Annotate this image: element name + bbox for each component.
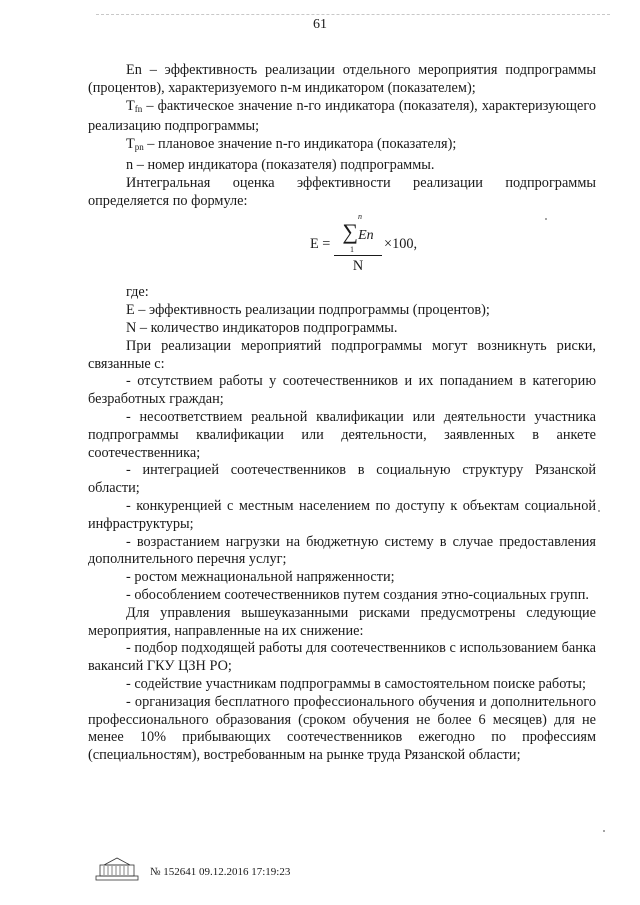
measure-item-training: - организация бесплатного профессионального обучения и дополнительного профессионального образования (сроком обучения не более 6 месяцев) для не менее 10% прибывающих соотечественников ежегодно по профессиям (специальностям), востребованным на рынке труда Рязанской области; <box>88 693 596 764</box>
risk-item-competition: - конкуренцией с местным населением по доступу к объектам социальной инфраструктуры; <box>88 497 596 532</box>
paragraph-tfn-definition <box>88 98 596 137</box>
document-footer <box>92 856 432 886</box>
building-stamp-icon <box>92 856 142 882</box>
tpn-text: – плановое значение n-го индикатора (показателя); <box>143 136 457 153</box>
paragraph-tpn-definition <box>88 136 596 157</box>
formula-fraction <box>334 212 382 276</box>
scan-speck <box>545 218 547 220</box>
scan-speck <box>603 830 605 832</box>
paragraph-n-definition: n – номер индикатора (показателя) подпрограммы. <box>126 156 435 173</box>
tpn-subscript: pn <box>134 142 144 153</box>
tpn-symbol: T <box>126 136 135 153</box>
risk-item-qualification: - несоответствием реальной квалификации или деятельности участника подпрограммы квалификации или деятельности, заявленных в анкете соотечественника; <box>88 408 596 461</box>
scan-speck <box>598 510 600 512</box>
paragraph-integral-assessment: Интегральная оценка эффективности реализации подпрограммы определяется по формуле: <box>88 174 596 209</box>
paragraph-where: где: <box>126 284 149 301</box>
paragraph-en-definition: En – эффективность реализации отдельного мероприятия подпрограммы (процентов), характеризуемого n-м индикатором (показателем); <box>88 62 596 96</box>
paragraph-risks-intro: При реализации мероприятий подпрограммы могут возникнуть риски, связанные с: <box>88 337 596 372</box>
formula-numerator-term: En <box>358 228 374 244</box>
measure-item-job-search: - содействие участникам подпрограммы в самостоятельном поиске работы; <box>126 675 586 692</box>
document-body <box>88 62 596 765</box>
risk-item-tension: - ростом межнациональной напряженности; <box>126 569 395 586</box>
efficiency-formula <box>88 212 596 280</box>
page-number: 61 <box>313 17 327 32</box>
risk-item-budget-load: - возрастанием нагрузки на бюджетную систему в случае предоставления дополнительного перечня услуг; <box>88 533 596 568</box>
formula-denominator: N <box>352 258 364 275</box>
paragraph-measures-intro: Для управления вышеуказанными рисками предусмотрены следующие мероприятия, направленные на их снижение: <box>88 604 596 639</box>
formula-lhs: E = <box>310 236 331 253</box>
fraction-bar <box>334 255 382 256</box>
paragraph-e-definition: E – эффективность реализации подпрограммы (процентов); <box>126 302 490 319</box>
measure-item-job-selection: - подбор подходящей работы для соотечественников с использованием банка вакансий ГКУ ЦЗН РО; <box>88 640 596 675</box>
top-scan-line <box>96 14 610 15</box>
risk-item-unemployment: - отсутствием работы у соотечественников и их попаданием в категорию безработных граждан; <box>88 373 596 408</box>
tfn-symbol: T <box>126 97 135 114</box>
sum-upper-limit: n <box>358 212 362 222</box>
sum-symbol: ∑ <box>342 219 359 245</box>
risk-item-isolation: - обособлением соотечественников путем создания этно-социальных групп. <box>126 586 589 603</box>
tfn-text: – фактическое значение n-го индикатора (показателя), характеризующего реализацию подпрограммы; <box>88 97 596 135</box>
sum-lower-limit: 1 <box>350 245 354 255</box>
risk-item-integration: - интеграцией соотечественников в социальную структуру Рязанской области; <box>88 462 596 497</box>
document-registration-id: № 152641 09.12.2016 17:19:23 <box>150 866 291 878</box>
paragraph-N-definition: N – количество индикаторов подпрограммы. <box>126 319 398 336</box>
tfn-subscript: fn <box>134 103 143 114</box>
formula-multiplier: ×100, <box>384 236 418 253</box>
